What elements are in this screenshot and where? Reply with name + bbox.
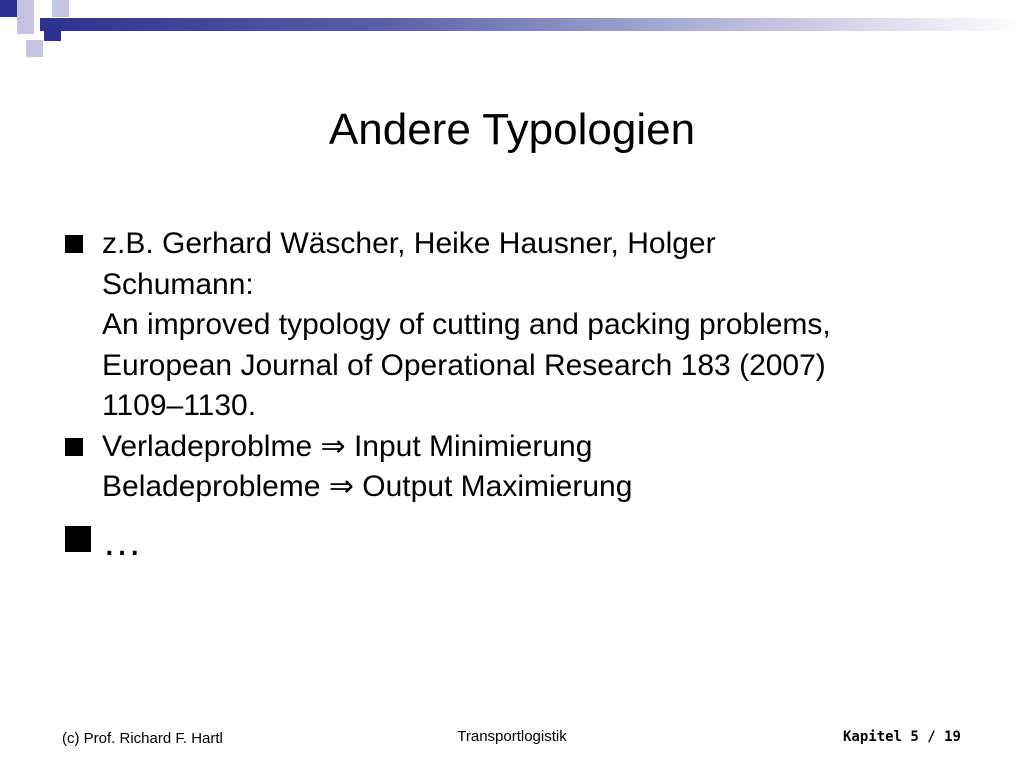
text-line: Beladeprobleme ⇒ Output Maximierung [102,470,633,503]
square-bullet-icon [65,235,83,253]
slide-title: Andere Typologien [328,105,696,154]
square-bullet-icon [65,526,91,552]
decor-square-light [26,40,43,57]
bullet-item-reference [64,224,964,427]
text-line: Verladeproblme ⇒ Input Minimierung [102,429,593,463]
text-line: 1109–1130. [102,389,257,422]
decor-square-light [52,0,69,17]
header-gradient-bar [40,18,1024,31]
decor-square-dark [44,24,61,41]
ellipsis-text: … [102,519,142,564]
footer-chapter: Kapitel 5 / 19 [842,729,961,745]
decor-square-dark [0,0,17,17]
decor-square-light [17,17,34,34]
bullet-item-problems [64,427,964,508]
text-line: European Journal of Operational Research 183 (2007) [102,348,826,382]
square-bullet-icon [65,438,83,456]
footer-author: (c) Prof. Richard F. Hartl [62,730,223,747]
text-line: z.B. Gerhard Wäscher, Heike Hausner, Holger [102,227,716,260]
slide-body [64,224,964,572]
text-line: An improved typology of cutting and packing problems, [102,308,831,341]
text-line: Schumann: [102,267,254,301]
footer-course: Transportlogistik [457,728,567,745]
bullet-item-ellipsis [64,512,964,572]
decor-square-light [17,0,34,17]
